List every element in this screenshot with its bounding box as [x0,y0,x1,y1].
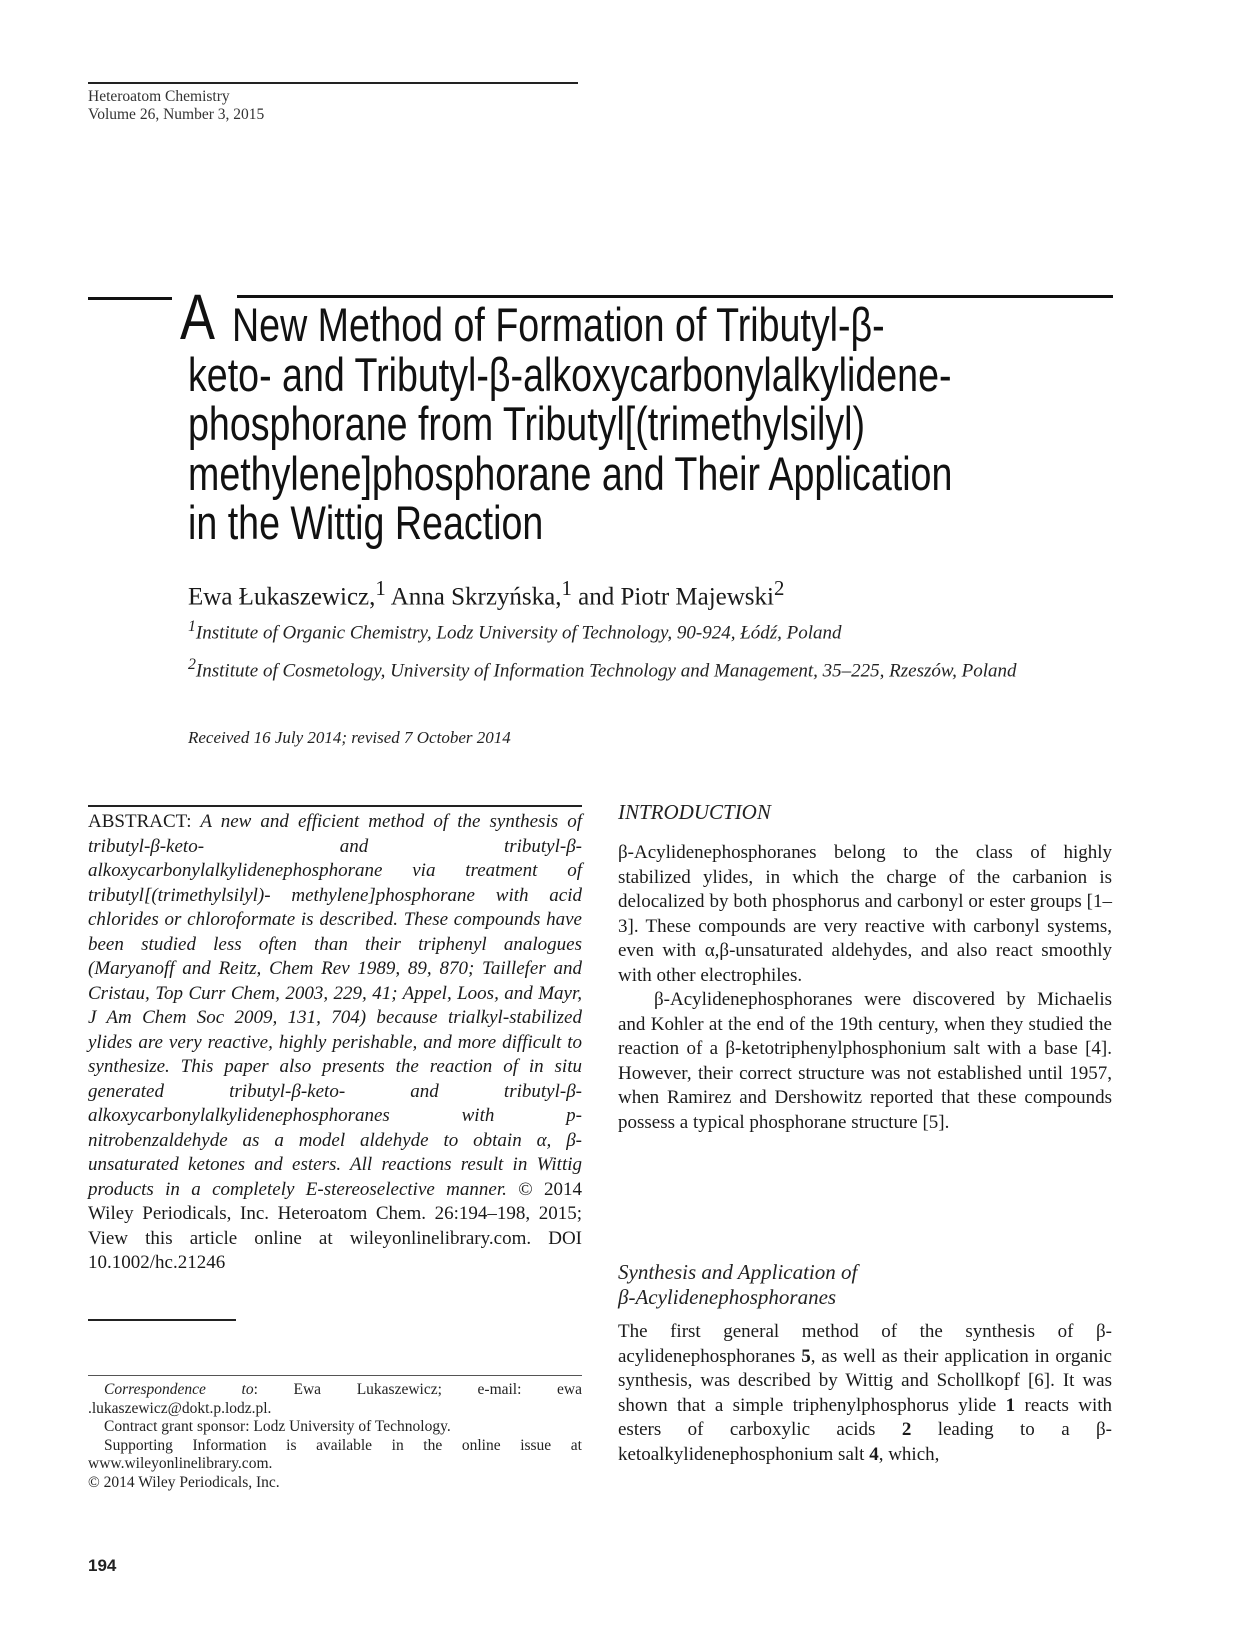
journal-header [88,88,264,124]
footnote-correspondence [88,1381,582,1418]
abstract-end-rule [88,1319,236,1321]
abstract-body: A new and efficient method of the synthesis of tributyl-β-keto- and tributyl-β-alkoxycarbonylalkylidenephosphorane via treatment of tributyl[(trimethylsilyl)- methylene]phosphorane with acid chlorides or chloroformate is described. These compounds have been studied less often than their triphenyl analogues (Maryanoff and Reitz, Chem Rev 1989, 89, 870; Taillefer and Cristau, Top Curr Chem, 2003, 229, 41; Appel, Loos, and Mayr, J Am Chem Soc 2009, 131, 704) because trialkyl-stabilized ylides are very reactive, highly perishable, and more difficult to synthesize. This paper also presents the reaction of in situ generated tributyl-β-keto- and tributyl-β-alkoxycarbonylalkylidenephosphoranes with p-nitrobenzaldehyde as a model aldehyde to obtain α, β-unsaturated ketones and esters. All reactions result in Wittig products in a completely E-stereoselective manner. [88,811,582,1200]
correspondence-text: : Ewa Lukaszewicz; e-mail: ewa .lukaszewicz@dokt.p.lodz.pl. [88,1381,583,1417]
author-3-affiliation: 2 [774,576,785,600]
section-text: , which, [878,1443,940,1465]
section-heading-line-2: β-Acylidenephosphoranes [618,1285,837,1309]
author-1: Ewa Łukaszewicz, [188,583,376,611]
footnote-rule [88,1375,582,1376]
section-paragraph-1 [618,1320,1112,1467]
title-initial-letter: A [180,281,216,353]
page-number: 194 [88,1556,117,1575]
section-heading [618,1260,1112,1310]
section-body [618,1320,1112,1467]
footnote-copyright: © 2014 Wiley Periodicals, Inc. [88,1473,280,1491]
footnotes [88,1381,582,1492]
affiliation-1-text: Institute of Organic Chemistry, Lodz University of Technology, 90-924, Łódź, Poland [195,622,842,644]
correspondence-label: Correspondence to [104,1381,254,1398]
section-text: , as well as their application in organic synthesis, was described by Wittig and Schollkopf [6]. It was shown that a simple triphenylphosphorus ylide [618,1345,1112,1416]
abstract-label: ABSTRACT: [88,811,192,832]
section-heading-line-1: Synthesis and Application of [618,1260,858,1284]
introduction-heading: INTRODUCTION [618,800,771,824]
title-line-4: methylene]phosphorane and Their Application [188,446,953,500]
section-text: The first general method of the synthesis of β-acylidenephosphoranes [618,1321,1112,1367]
affiliation-1-marker: 1 [188,618,196,635]
title-line-1: New Method of Formation of Tributyl-β- [232,298,885,351]
author-3: and Piotr Majewski [571,583,774,611]
abstract [88,810,582,1276]
compound-ref-5: 5 [801,1345,811,1367]
journal-volume: Volume 26, Number 3, 2015 [88,106,265,123]
received-dates: Received 16 July 2014; revised 7 October 2014 [188,728,511,747]
title-rule-left [88,297,172,300]
affiliation-2-marker: 2 [188,656,196,673]
affiliation-1 [188,614,1088,646]
footnote-grant: Contract grant sponsor: Lodz University of Technology. [104,1418,451,1435]
journal-name: Heteroatom Chemistry [88,88,230,105]
compound-ref-2: 2 [901,1419,912,1440]
author-1-affiliation: 1 [375,576,386,600]
author-list [188,573,784,612]
abstract-top-rule [88,805,582,807]
section-text: leading to a β-ketoalkylidenephosphonium salt [618,1419,1112,1465]
author-2: Anna Skrzyńska, [385,583,562,611]
introduction-paragraph-2: β-Acylidenephosphoranes were discovered by Michaelis and Kohler at the end of the 19th century, when they studied the reaction of a β-ketotriphenylphosphonium salt with a base [4]. However, their correct structure was not established until 1957, when Ramirez and Dershowitz reported that these compounds possess a typical phosphorane structure [5]. [618,989,1112,1133]
section-text: reacts with esters of carboxylic acids [618,1394,1113,1440]
title-line-5: in the Wittig Reaction [188,496,544,549]
footnote-supporting-info: Supporting Information is available in the online issue at www.wileyonlinelibrary.com. [88,1436,582,1472]
abstract-citation: © 2014 Wiley Periodicals, Inc. Heteroatom Chem. 26:194–198, 2015; View this article online at wileyonlinelibrary.com. DOI 10.1002/hc.21246 [88,1178,582,1273]
author-2-affiliation: 1 [561,576,572,600]
affiliation-2-text: Institute of Cosmetology, University of Information Technology and Management, 35–225, Rzeszów, Poland [195,660,1017,682]
article-title [188,300,1068,548]
title-line-3: phosphorane from Tributyl[(trimethylsilyl) [188,397,866,450]
introduction-body [618,841,1112,1135]
affiliation-2 [188,652,1088,684]
journal-header-rule [88,82,578,84]
compound-ref-4: 4 [869,1443,879,1465]
title-line-2: keto- and Tributyl-β-alkoxycarbonylalkylidene- [188,347,952,401]
introduction-paragraph-1: β-Acylidenephosphoranes belong to the class of highly stabilized ylides, in which the charge of the carbanion is delocalized by both phosphorus and carbonyl or ester groups [1–3]. These compounds are very reactive with carbonyl systems, even with α,β-unsaturated aldehydes, and also react smoothly with other electrophiles. [618,842,1112,986]
compound-ref-1: 1 [1005,1394,1016,1416]
